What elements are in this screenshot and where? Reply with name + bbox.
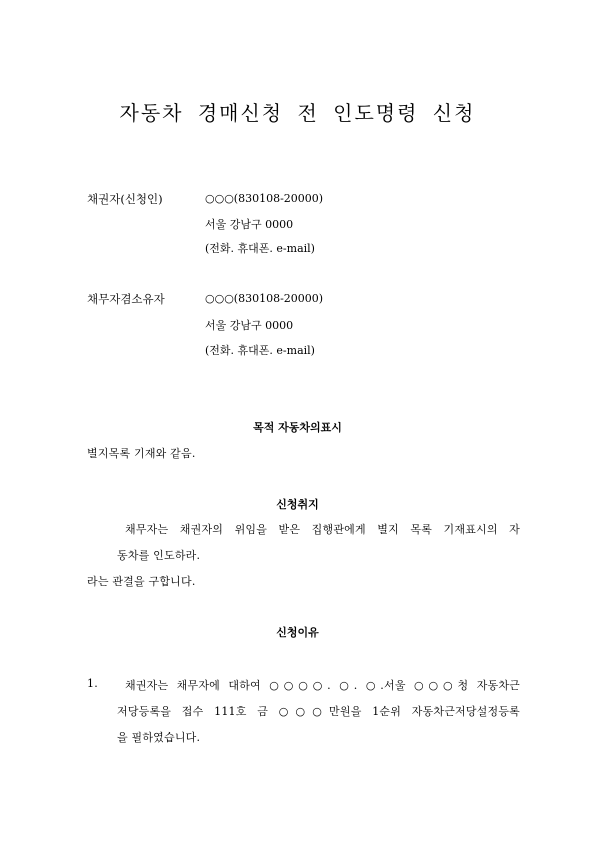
reason-line-1: 채권자는 채무자에 대하여 ○○○○. ○. ○.서울 ○○○청 자동차근: [125, 679, 520, 692]
reason-line-3: 을 필하였습니다.: [117, 731, 201, 744]
document-title: 자동차 경매신청 전 인도명령 신청: [119, 101, 476, 125]
purpose-line-1: 채무자는 채권자의 위임을 받은 집행관에게 별지 목록 기재표시의 자: [125, 523, 520, 536]
object-text: 별지목록 기재와 같음.: [87, 447, 196, 460]
reason-heading: 신청이유: [276, 626, 319, 639]
creditor-label: 채권자(신청인): [87, 192, 163, 206]
debtor-contact: (전화. 휴대폰. e-mail): [205, 344, 315, 357]
creditor-address: 서울 강남구 0000: [205, 218, 294, 231]
purpose-line-3: 라는 관결을 구합니다.: [87, 575, 196, 588]
object-heading: 목적 자동차의표시: [253, 421, 342, 434]
creditor-name-id: ○○○(830108-20000): [205, 192, 324, 205]
creditor-contact: (전화. 휴대폰. e-mail): [205, 242, 315, 255]
debtor-address: 서울 강남구 0000: [205, 319, 294, 332]
debtor-label: 채무자겸소유자: [87, 292, 165, 306]
debtor-name-id: ○○○(830108-20000): [205, 292, 324, 305]
reason-line-2: 저당등록을 접수 111호 금 ○○○만원을 1순위 자동차근저당설정등록: [117, 705, 520, 718]
reason-item-number: 1.: [87, 677, 98, 690]
purpose-heading: 신청취지: [276, 498, 319, 511]
purpose-line-2: 동차를 인도하라.: [117, 549, 201, 562]
